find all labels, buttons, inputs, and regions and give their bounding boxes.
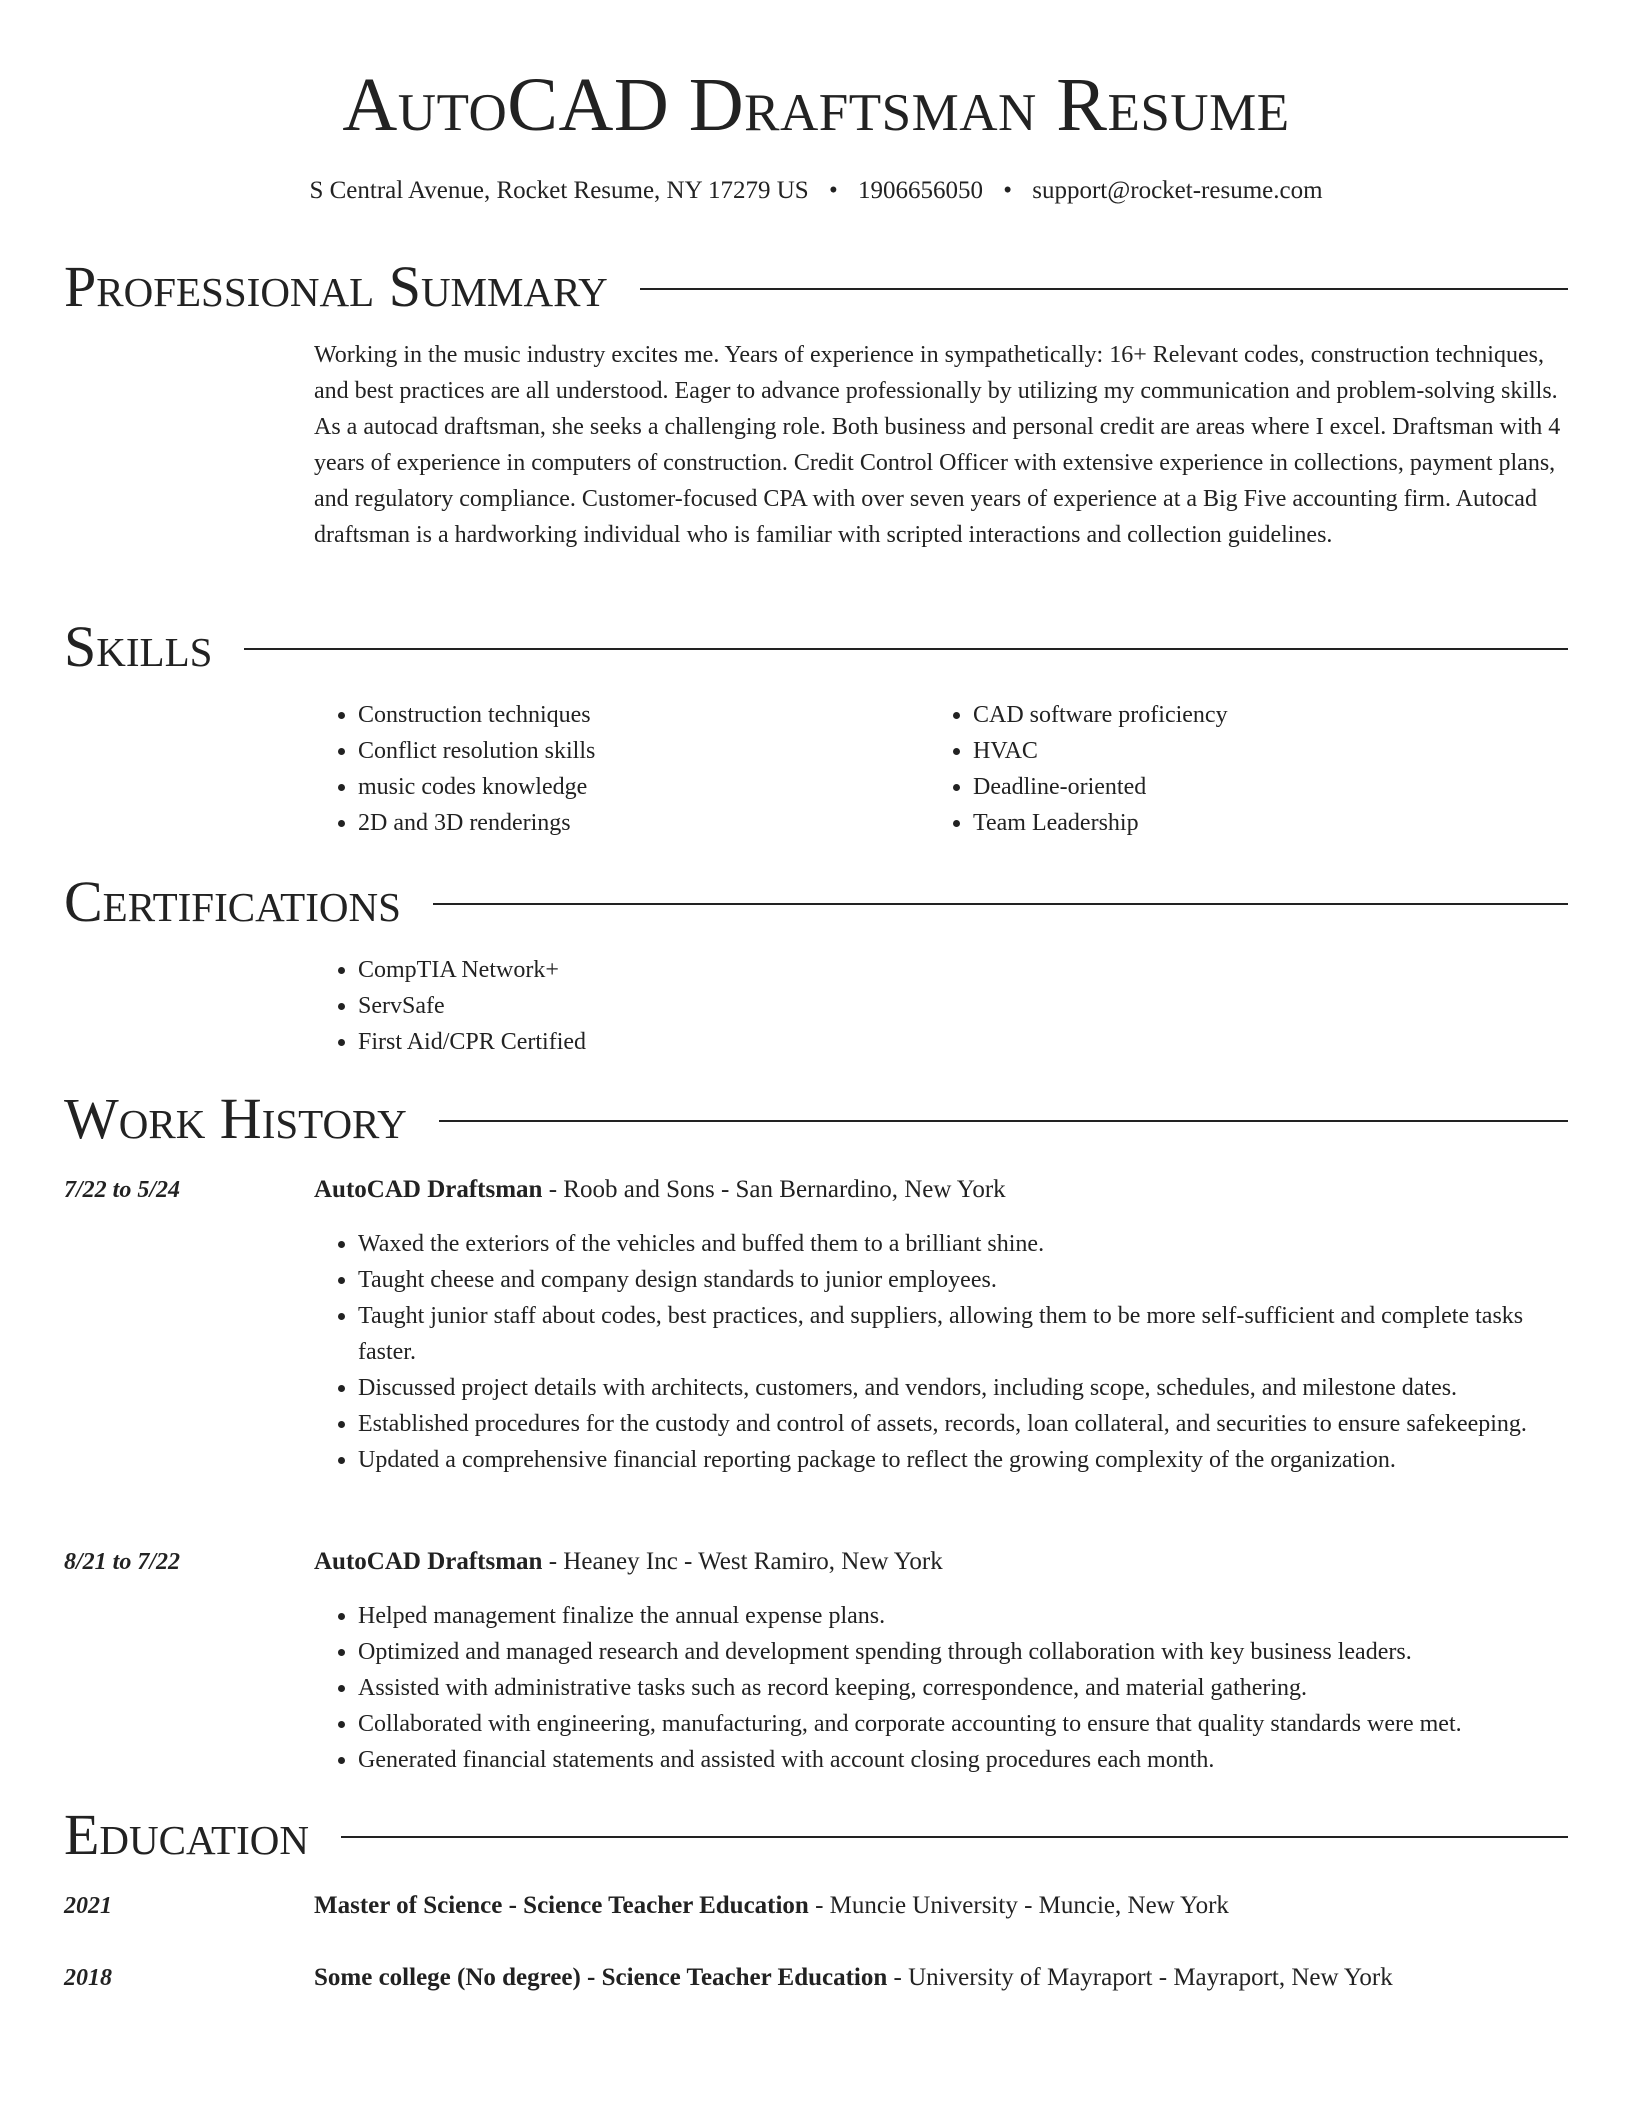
resume-title: AutoCAD Draftsman Resume [342,63,1290,147]
work-section-header [64,1084,1568,1154]
education-year: 2021 [64,1893,112,1919]
skill-item: • Deadline-oriented [973,769,1489,805]
skill-item: • Team Leadership [973,805,1489,841]
job-bullet: • Taught cheese and company design standards to junior employees. [358,1262,1568,1298]
job-bullet: • Updated a comprehensive financial reporting package to reflect the growing complexity of the organization. [358,1442,1568,1478]
phone: 1906656050 [857,177,983,204]
job-employer-location: - Roob and Sons - San Bernardino, New York [542,1176,1006,1203]
skill-item: • 2D and 3D renderings [358,805,874,841]
section-divider [640,288,1568,290]
job-heading [314,1172,1568,1208]
job-heading [314,1544,1568,1580]
section-title-summary: Professional Summary [64,254,608,319]
job-employer-location: - Heaney Inc - West Ramiro, New York [542,1548,943,1575]
education-entry [314,1888,1568,1924]
email: support@rocket-resume.com [1032,177,1323,204]
separator-dot: • [1003,177,1012,204]
education-school-location: - Muncie University - Muncie, New York [808,1892,1229,1919]
job-bullet: • Optimized and managed research and development spending through collaboration with key business leaders. [358,1634,1568,1670]
section-divider [433,903,1568,905]
section-divider [341,1836,1568,1838]
summary-text: Working in the music industry excites me. Years of experience in sympathetically: 16+ Relevant codes, construction techniques, and best practices are all understood. Eager to advance professionally by utilizing my communication and problem-solving skills. As a autocad draftsman, she seeks a challenging role. Both business and personal credit are areas where I excel. Draftsman with 4 years of experience in computers of construction. Credit Control Officer with extensive experience in collections, payment plans, and regulatory compliance. Customer-focused CPA with over seven years of experience at a Big Five accounting firm. Autocad draftsman is a hardworking individual who is familiar with scripted interactions and collection guidelines. [314,342,1561,548]
separator-dot: • [828,177,838,204]
job-title: AutoCAD Draftsman [314,1176,543,1203]
education-entry [314,1960,1568,1996]
job-bullet: • Discussed project details with architects, customers, and vendors, including scope, schedules, and milestone dates. [358,1370,1568,1406]
education-year: 2018 [64,1965,112,1991]
skill-item: • Conflict resolution skills [358,733,874,769]
certification-item: • CompTIA Network+ [358,952,1568,988]
section-divider [439,1120,1568,1122]
education-degree: Master of Science - Science Teacher Education [314,1892,809,1919]
job-bullets [314,1598,1568,1778]
section-title-education: Education [64,1802,309,1867]
job-dates: 8/21 to 7/22 [64,1549,181,1575]
job-bullet: • Taught junior staff about codes, best practices, and suppliers, allowing them to be more self-sufficient and complete tasks faster. [358,1298,1568,1370]
education-school-location: - University of Mayraport - Mayraport, New York [887,1964,1393,1991]
job-bullet: • Waxed the exteriors of the vehicles and buffed them to a brilliant shine. [358,1226,1568,1262]
section-title-work: Work History [64,1086,407,1151]
summary-section-header [64,252,1568,322]
job-bullet: • Established procedures for the custody and control of assets, records, loan collateral, and securities to ensure safekeeping. [358,1406,1568,1442]
section-divider [244,648,1568,650]
section-title-skills: Skills [64,614,213,679]
education-section-header [64,1800,1568,1870]
job-dates: 7/22 to 5/24 [64,1177,181,1203]
job-bullet: • Assisted with administrative tasks such as record keeping, correspondence, and material gathering. [358,1670,1568,1706]
skill-item: • CAD software proficiency [973,697,1489,733]
job-bullet: • Generated financial statements and assisted with account closing procedures each month. [358,1742,1568,1778]
job-bullet: • Helped management finalize the annual expense plans. [358,1598,1568,1634]
skills-section-header [64,612,1568,682]
address: S Central Avenue, Rocket Resume, NY 17279 US [309,177,809,204]
certification-item: • ServSafe [358,988,1568,1024]
skills-list-right [929,697,1489,841]
job-bullets [314,1226,1568,1478]
skill-item: • music codes knowledge [358,769,874,805]
skills-list-left [314,697,874,841]
section-title-certifications: Certifications [64,869,401,934]
skill-item: • HVAC [973,733,1489,769]
certification-item: • First Aid/CPR Certified [358,1024,1568,1060]
job-bullet: • Collaborated with engineering, manufacturing, and corporate accounting to ensure that quality standards were met. [358,1706,1568,1742]
job-title: AutoCAD Draftsman [314,1548,543,1575]
certifications-list [314,952,1568,1060]
contact-line [0,174,1632,208]
skill-item: • Construction techniques [358,697,874,733]
education-degree: Some college (No degree) - Science Teacher Education [314,1964,888,1991]
certifications-section-header [64,867,1568,937]
